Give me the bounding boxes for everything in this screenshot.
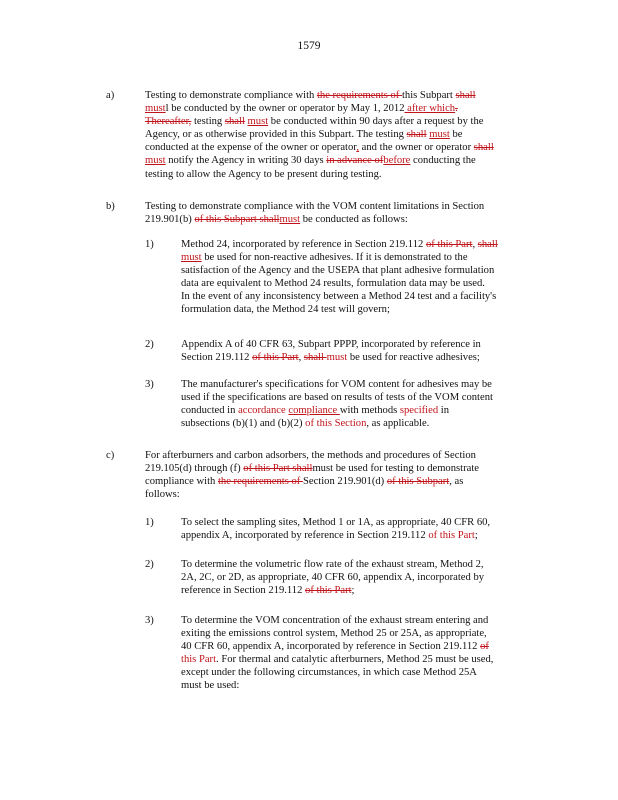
item-b3-label: 3) [145, 379, 154, 390]
text-run: 219.105(d) through (f) [145, 463, 244, 475]
text-run: be used for non-reactive adhesives. If it is demonstrated to the [201, 252, 468, 264]
text-run: , as [449, 476, 464, 488]
text-run: To determine the VOM concentration of the exhaust stream entering and [181, 615, 489, 626]
inserted-text: before [383, 155, 411, 167]
item-b2-label: 2) [145, 339, 154, 350]
deleted-text: shall [477, 239, 498, 250]
deleted-text: of [480, 641, 489, 653]
text-run: conducted at the expense of the owner or operator [145, 142, 357, 154]
text-run: testing [191, 116, 225, 128]
text-run: subsections (b)(1) and (b)(2) [181, 418, 306, 430]
deleted-text: of this Part shall [243, 463, 313, 475]
text-run: ; [351, 585, 355, 597]
text-run: l be conducted by the owner or operator by May 1, 2012 [165, 103, 405, 115]
deleted-text: of this Subpart shall [194, 214, 280, 226]
revised-text: specified [399, 405, 439, 417]
deleted-text: of this Part [425, 239, 473, 250]
revised-text: of this Part [428, 530, 475, 542]
item-c2-label: 2) [145, 559, 154, 570]
text-run: 40 CFR 60, appendix A, incorporated by reference in Section 219.112 [181, 641, 481, 653]
text-run: exiting the emissions control system, Method 25 or 25A, as appropriate, [181, 628, 487, 640]
text-run: formulation data, the Method 24 test will govern; [181, 304, 390, 316]
item-b2 [181, 338, 481, 364]
text-run: To determine the volumetric flow rate of the exhaust stream, Method 2, [181, 559, 484, 570]
text-run: reference in Section 219.112 [181, 585, 306, 597]
deleted-text: shall [224, 116, 245, 128]
item-b1-label: 1) [145, 239, 154, 250]
text-run: . For thermal and catalytic afterburners, Method 25 must be used, [216, 654, 494, 666]
deleted-text: . [455, 103, 458, 115]
text-run: Testing to demonstrate compliance with [145, 90, 317, 101]
deleted-text: of this Part [305, 585, 352, 597]
text-run: In the event of any inconsistency between a Method 24 test and a facility's [181, 291, 497, 303]
text-run: with methods [339, 405, 400, 417]
text-run: Testing to demonstrate compliance with the VOM content limitations in Section [145, 201, 485, 212]
page-number: 1579 [297, 40, 321, 52]
text-run: Appendix A of 40 CFR 63, Subpart PPPP, incorporated by reference in [181, 339, 481, 350]
deleted-text: shall [303, 352, 327, 364]
text-run: Section 219.901(d) [302, 476, 387, 488]
paragraph-c [145, 449, 479, 501]
text-run: For afterburners and carbon adsorbers, the methods and procedures of Section [145, 450, 476, 461]
text-run: be used for reactive adhesives; [347, 352, 480, 364]
deleted-text: the requirements of [316, 90, 402, 101]
text-run: The manufacturer's specifications for VOM content for adhesives may be [181, 379, 492, 390]
item-c1 [181, 516, 490, 542]
text-run: be conducted within 90 days after a request by the [268, 116, 484, 128]
inserted-text: after which [404, 103, 456, 115]
text-run: data are equivalent to Method 24 results, formulation data may be used. [181, 278, 485, 290]
item-b3 [181, 378, 493, 430]
text-run: conducted in [181, 405, 239, 417]
deleted-text: in advance of [326, 155, 384, 167]
revised-text: this Part [181, 654, 217, 666]
text-run: ; [474, 530, 478, 542]
deleted-text: of this Part [252, 352, 299, 364]
text-run: compliance with [145, 476, 218, 488]
text-run: be [449, 129, 463, 141]
text-run: Section 219.112 [181, 352, 253, 364]
item-c3-label: 3) [145, 615, 154, 626]
text-run: notify the Agency in writing 30 days [165, 155, 327, 167]
deleted-text: Thereafter, [145, 116, 192, 128]
text-run: be conducted as follows: [300, 214, 408, 226]
text-run: 2A, 2C, or 2D, as appropriate, 40 CFR 60, appendix A, incorporated by [181, 572, 485, 584]
revised-text: accordance [238, 405, 286, 417]
revised-text: must [326, 352, 348, 364]
inserted-text: compliance [288, 405, 340, 417]
inserted-text: must [247, 116, 269, 128]
revised-text: of this Section [305, 418, 367, 430]
text-run: must be used: [181, 680, 240, 692]
paragraph-b-label: b) [106, 201, 115, 212]
deleted-text: the requirements of [217, 476, 303, 488]
deleted-text: shall [406, 129, 427, 141]
text-run: To select the sampling sites, Method 1 or 1A, as appropriate, 40 CFR 60, [181, 517, 491, 528]
text-run: Method 24, incorporated by reference in Section 219.112 [181, 239, 426, 250]
inserted-text: must [145, 155, 166, 167]
text-run: used if the specifications are based on results of tests of the VOM content [181, 392, 493, 404]
text-run: , [298, 352, 304, 364]
paragraph-c-label: c) [106, 450, 115, 461]
text-run: , as applicable. [366, 418, 430, 430]
text-run: appendix A, incorporated by reference in Section 219.112 [181, 530, 429, 542]
text-run: follows: [145, 489, 180, 501]
deleted-text: shall [455, 90, 476, 101]
inserted-text: must [145, 103, 166, 115]
text-run: conducting the [410, 155, 476, 167]
text-run: 219.901(b) [145, 214, 195, 226]
inserted-text: , [356, 142, 360, 154]
deleted-text: of this Subpart [386, 476, 450, 488]
text-run: , [472, 239, 478, 250]
inserted-text: must [429, 129, 450, 141]
text-run: satisfaction of the Agency and the USEPA that plant adhesive formulation [181, 265, 495, 277]
deleted-text: shall [473, 142, 494, 154]
text-run: in [438, 405, 450, 417]
paragraph-a-label: a) [106, 90, 115, 101]
item-c1-label: 1) [145, 517, 154, 528]
inserted-text: must [279, 214, 301, 226]
paragraph-b [145, 200, 484, 226]
text-run: testing to allow the Agency to be present during testing. [145, 168, 382, 180]
item-c2 [181, 558, 484, 597]
text-run: this Subpart [401, 90, 456, 101]
text-run: except under the following circumstances, in which case Method 25A [181, 667, 477, 679]
inserted-text: must [181, 252, 202, 264]
text-run: must be used for testing to demonstrate [312, 463, 479, 475]
text-run: Agency, or as otherwise provided in this Subpart. The testing [145, 129, 407, 141]
paragraph-a [145, 89, 494, 181]
text-run: and the owner or operator [359, 142, 474, 154]
item-b1 [181, 238, 498, 317]
item-c3 [181, 614, 493, 693]
